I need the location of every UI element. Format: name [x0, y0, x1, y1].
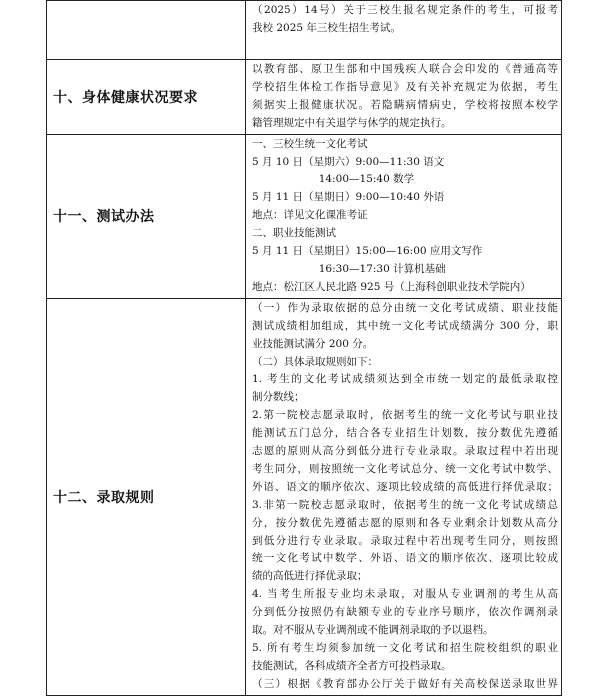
text-line: 我校 2025 年三校生招生考试。: [252, 21, 401, 34]
text-line: 学校招生体检工作指导意见》及有关补充规定为依据，考生: [252, 80, 558, 93]
text-line: 能测试五门总分，结合各专业招生计划数，按分数优先遵循: [252, 427, 558, 440]
text-line: 须据实上报健康状况。若隐瞒病情病史，学校将按照本校学: [252, 98, 558, 111]
text-line: 籍管理规定中有关退学与休学的规定执行。: [252, 116, 452, 129]
text-line: 志愿的原则从高分到低分进行专业录取。录取过程中若出现: [252, 445, 558, 458]
text-line: 5. 所有考生均须参加统一文化考试和招生院校组织的职业: [252, 642, 558, 654]
text-line: 地点：松江区人民北路 925 号（上海科创职业技术学院内）: [252, 280, 531, 293]
text-line: （二）具体录取规则如下：: [252, 355, 378, 368]
row-content: [246, 60, 562, 135]
text-line: 地点：详见文化课准考证: [252, 209, 368, 222]
text-line: 二、职业技能测试: [252, 227, 336, 240]
row-content: [246, 298, 562, 695]
text-line: 2.第一院校志愿录取时，依据考生的统一文化考试与职业技: [252, 409, 558, 422]
text-line: 制分数线；: [252, 391, 305, 404]
row-heading: 十一、测试办法: [47, 134, 246, 298]
row-content: [246, 134, 562, 298]
text-line: （一）作为录取依据的总分由统一文化考试成绩、职业技能: [252, 301, 558, 314]
text-line: 分到低分按照仍有缺额专业的专业序号顺序，依次作调剂录: [252, 606, 558, 619]
text-line: 16:30—17:30 计算机基础: [252, 262, 446, 275]
admission-rules-table: [46, 0, 562, 696]
text-line: 3.非第一院校志愿录取时，依据考生的统一文化考试成绩总: [252, 498, 558, 511]
text-line: 取。对不服从专业调剂或不能调剂录取的予以退档。: [252, 624, 494, 637]
text-line: 统一文化考试中数学、外语、语文的顺序依次、逐项比较成: [252, 552, 558, 565]
table-row: [47, 1, 562, 60]
text-line: （2025）14号）关于三校生报名规定条件的考生，可报考: [252, 4, 558, 16]
row-heading: 十二、录取规则: [47, 298, 246, 695]
row-heading: 十、身体健康状况要求: [47, 60, 246, 135]
text-line: 到低分进行专业录取。录取过程中若出现考生同分，则按照: [252, 534, 558, 547]
text-line: 业技能测试满分 200 分。: [252, 337, 374, 350]
text-line: 一、三校生统一文化考试: [252, 137, 368, 150]
table-row: [47, 60, 562, 135]
document-page: [46, 0, 562, 690]
row-heading: [47, 1, 246, 60]
text-line: 测试成绩相加组成，其中统一文化考试成绩满分 300 分，职: [252, 319, 558, 332]
table-row: [47, 134, 562, 298]
text-line: 5 月 11 日（星期日）9:00—10:40 外语: [252, 191, 445, 204]
text-line: 外语、语文的顺序依次、逐项比较成绩的高低进行择优录取；: [252, 480, 558, 493]
text-line: 绩的高低进行择优录取；: [252, 570, 368, 583]
text-line: 技能测试，各科成绩齐全者方可投档录取。: [252, 659, 452, 672]
text-line: 考生同分，则按照统一文化考试总分、统一文化考试中数学、: [252, 462, 558, 475]
text-line: 1. 考生的文化考试成绩须达到全市统一划定的最低录取控: [252, 373, 558, 386]
text-line: （三）根据《教育部办公厅关于做好有关高校保送录取世界: [252, 677, 558, 690]
text-line: 5 月 11 日（星期日）15:00—16:00 应用文写作: [252, 245, 483, 258]
table-row: [47, 298, 562, 695]
text-line: 4. 当考生所报专业均未录取，对服从专业调剂的考生从高: [252, 588, 558, 601]
row-content: [246, 1, 562, 60]
text-line: 分，按分数优先遵循志愿的原则和各专业剩余计划数从高分: [252, 516, 558, 529]
text-line: 14:00—15:40 数学: [252, 173, 415, 186]
text-line: 以教育部、原卫生部和中国残疾人联合会印发的《普通高等: [252, 63, 558, 75]
text-line: 5 月 10 日（星期六）9:00—11:30 语文: [252, 155, 445, 168]
